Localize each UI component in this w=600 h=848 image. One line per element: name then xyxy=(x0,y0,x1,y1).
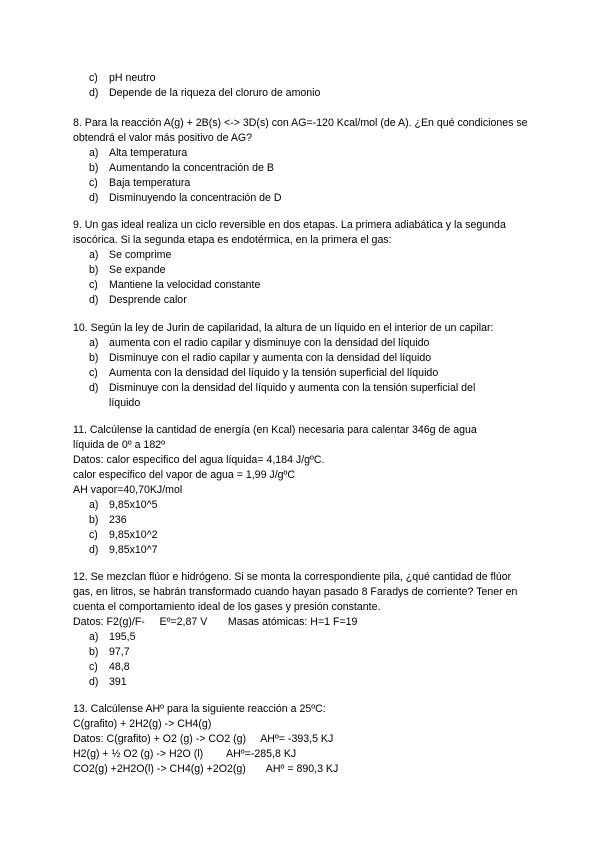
reaction-line: CO2(g) +2H2O(l) -> CH4(g) +2O2(g) AHº = 890,3 KJ xyxy=(73,763,339,775)
option-letter: b) xyxy=(89,646,99,658)
option-text: Disminuye con la densidad del líquido y aumenta con la tensión superficial del líquido xyxy=(109,382,476,409)
question-7-continued xyxy=(73,71,533,101)
reaction-line: H2(g) + ½ O2 (g) -> H2O (l) AHº=-285,8 KJ xyxy=(73,748,297,760)
option-a xyxy=(73,498,503,513)
question-text: 8. Para la reacción A(g) + 2B(s) <-> 3D(s) con AG=-120 Kcal/mol (de A). ¿En qué condiciones se obtendrá el valor más positivo de AG? xyxy=(73,117,528,144)
options-list xyxy=(73,336,533,411)
option-text: 9,85x10^2 xyxy=(109,529,158,541)
option-c xyxy=(73,528,503,543)
option-letter: c) xyxy=(89,72,98,84)
option-letter: b) xyxy=(89,162,99,174)
option-d xyxy=(73,86,533,101)
option-letter: c) xyxy=(89,661,98,673)
option-text: Baja temperatura xyxy=(109,177,191,189)
option-text: 48,8 xyxy=(109,661,130,673)
option-text: Depende de la riqueza del cloruro de amonio xyxy=(109,87,321,99)
option-text: Se expande xyxy=(109,264,166,276)
option-text: 9,85x10^5 xyxy=(109,499,158,511)
option-d xyxy=(73,191,533,206)
option-d xyxy=(73,675,533,690)
option-c xyxy=(73,71,533,86)
option-letter: a) xyxy=(89,249,99,261)
options-list xyxy=(73,71,533,101)
question-10 xyxy=(73,321,533,411)
question-text: 12. Se mezclan flúor e hidrógeno. Si se monta la correspondiente pila, ¿qué cantidad de flúor gas, en litros, se habrán transformado cuando hayan pasado 8 Faradys de corriente? Tener en cuenta el comportamiento ideal de los gases y presión constante. xyxy=(73,571,518,613)
option-letter: d) xyxy=(89,294,99,306)
question-text: 13. Calcúlense AHº para la siguiente reacción a 25ºC: xyxy=(73,703,326,715)
options-list xyxy=(73,248,533,308)
options-list xyxy=(73,498,503,558)
option-letter: a) xyxy=(89,337,99,349)
reaction-line: Datos: C(grafito) + O2 (g) -> CO2 (g) AHº= -393,5 KJ xyxy=(73,733,334,745)
question-text: 10. Según la ley de Jurin de capilaridad, la altura de un líquido en el interior de un capilar: xyxy=(73,322,494,334)
option-text: Desprende calor xyxy=(109,294,187,306)
option-text: 391 xyxy=(109,676,127,688)
option-letter: a) xyxy=(89,499,99,511)
option-b xyxy=(73,645,533,660)
question-13 xyxy=(73,702,533,777)
options-list xyxy=(73,146,533,206)
option-text: Se comprime xyxy=(109,249,172,261)
question-text: 11. Calcúlense la cantidad de energía (en Kcal) necesaria para calentar 346g de agua líquida de 0º a 182º xyxy=(73,424,477,451)
option-text: Disminuyendo la concentración de D xyxy=(109,192,282,204)
option-text: Aumentando la concentración de B xyxy=(109,162,274,174)
option-b xyxy=(73,161,533,176)
option-letter: a) xyxy=(89,147,99,159)
option-c xyxy=(73,660,533,675)
options-list xyxy=(73,630,533,690)
option-b xyxy=(73,263,533,278)
option-letter: c) xyxy=(89,279,98,291)
question-9 xyxy=(73,218,533,308)
option-c xyxy=(73,278,533,293)
option-a xyxy=(73,630,533,645)
option-text: aumenta con el radio capilar y disminuye con la densidad del líquido xyxy=(109,337,430,349)
option-text: Disminuye con el radio capilar y aumenta con la densidad del líquido xyxy=(109,352,432,364)
reaction-line: C(grafito) + 2H2(g) -> CH4(g) xyxy=(73,718,212,730)
option-text: 236 xyxy=(109,514,127,526)
option-text: 195,5 xyxy=(109,631,136,643)
option-letter: b) xyxy=(89,352,99,364)
option-letter: d) xyxy=(89,192,99,204)
option-letter: c) xyxy=(89,367,98,379)
option-c xyxy=(73,366,533,381)
option-letter: b) xyxy=(89,514,99,526)
question-text: 9. Un gas ideal realiza un ciclo reversible en dos etapas. La primera adiabática y la segunda isocórica. Si la segunda etapa es endotérmica, en la primera el gas: xyxy=(73,219,506,246)
option-text: Mantiene la velocidad constante xyxy=(109,279,261,291)
question-12 xyxy=(73,570,533,690)
option-a xyxy=(73,146,533,161)
option-letter: d) xyxy=(89,87,99,99)
option-letter: c) xyxy=(89,529,98,541)
data-line: AH vapor=40,70KJ/mol xyxy=(73,484,183,496)
data-line: calor especifico del vapor de agua = 1,99 J/gºC xyxy=(73,469,296,481)
option-text: 97,7 xyxy=(109,646,130,658)
option-letter: d) xyxy=(89,382,99,394)
option-letter: c) xyxy=(89,177,98,189)
data-line: Datos: F2(g)/F- Eº=2,87 V Masas atómicas: H=1 F=19 xyxy=(73,616,358,628)
option-letter: b) xyxy=(89,264,99,276)
option-a xyxy=(73,248,533,263)
option-text: Alta temperatura xyxy=(109,147,188,159)
option-letter: a) xyxy=(89,631,99,643)
option-c xyxy=(73,176,533,191)
data-line: Datos: calor especifico del agua líquida= 4,184 J/gºC. xyxy=(73,454,325,466)
option-b xyxy=(73,351,533,366)
question-11 xyxy=(73,423,503,558)
option-b xyxy=(73,513,503,528)
option-d xyxy=(73,293,533,308)
option-text: pH neutro xyxy=(109,72,156,84)
option-a xyxy=(73,336,533,351)
option-letter: d) xyxy=(89,544,99,556)
option-letter: d) xyxy=(89,676,99,688)
option-text: 9,85x10^7 xyxy=(109,544,158,556)
option-text: Aumenta con la densidad del líquido y la tensión superficial del líquido xyxy=(109,367,439,379)
option-d xyxy=(73,381,533,411)
option-d xyxy=(73,543,503,558)
question-8 xyxy=(73,116,533,206)
